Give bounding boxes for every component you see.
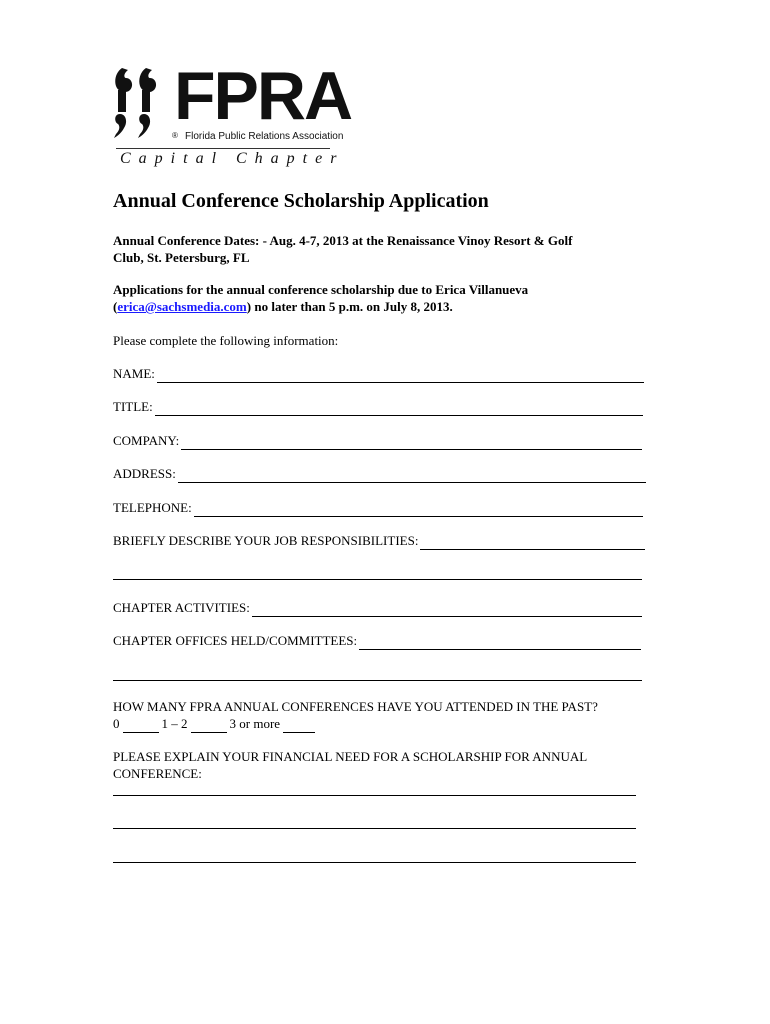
option-3-more-label: 3 or more <box>229 716 281 731</box>
chapter-activities-input-line[interactable] <box>252 604 642 617</box>
chapter-offices-extra-line[interactable] <box>113 680 642 681</box>
company-label: COMPANY: <box>113 433 180 448</box>
logo-wordmark: FPRA <box>174 58 352 134</box>
name-label: NAME: <box>113 366 155 381</box>
conference-dates-line-2: Club, St. Petersburg, FL <box>113 250 250 265</box>
option-0-label: 0 <box>113 716 120 731</box>
registered-mark: ® <box>172 131 178 140</box>
fpra-logo <box>112 58 352 172</box>
applications-due-line-2 <box>113 298 453 316</box>
company-field <box>113 432 642 450</box>
logo-divider <box>116 148 330 149</box>
conference-dates-line-1: Annual Conference Dates: - Aug. 4-7, 2013 at the Renaissance Vinoy Resort & Golf <box>113 233 573 248</box>
applications-due-line-1: Applications for the annual conference scholarship due to Erica Villanueva <box>113 282 529 297</box>
quote-marks-icon <box>112 64 172 140</box>
name-input-line[interactable] <box>157 370 644 383</box>
telephone-label: TELEPHONE: <box>113 500 192 515</box>
address-label: ADDRESS: <box>113 466 176 481</box>
address-field <box>113 465 646 483</box>
option-0-input-line[interactable] <box>123 720 159 733</box>
email-link[interactable]: erica@sachsmedia.com <box>117 299 247 314</box>
chapter-offices-input-line[interactable] <box>359 637 641 650</box>
option-1-2-input-line[interactable] <box>191 720 227 733</box>
financial-need-line-b[interactable] <box>113 828 636 829</box>
logo-chapter: Capital Chapter <box>120 150 345 167</box>
title-label: TITLE: <box>113 399 153 414</box>
job-responsibilities-field <box>113 532 645 550</box>
financial-need-line-a[interactable] <box>113 795 636 796</box>
chapter-activities-label: CHAPTER ACTIVITIES: <box>113 600 250 615</box>
chapter-offices-label: CHAPTER OFFICES HELD/COMMITTEES: <box>113 633 358 648</box>
option-3-more-input-line[interactable] <box>283 720 315 733</box>
title-input-line[interactable] <box>155 403 643 416</box>
financial-need-line-1: PLEASE EXPLAIN YOUR FINANCIAL NEED FOR A SCHOLARSHIP FOR ANNUAL <box>113 749 588 764</box>
address-input-line[interactable] <box>178 470 646 483</box>
conferences-question: HOW MANY FPRA ANNUAL CONFERENCES HAVE YOU ATTENDED IN THE PAST? <box>113 699 598 714</box>
telephone-input-line[interactable] <box>194 504 643 517</box>
job-responsibilities-input-line[interactable] <box>420 537 645 550</box>
company-input-line[interactable] <box>181 437 642 450</box>
job-responsibilities-label: BRIEFLY DESCRIBE YOUR JOB RESPONSIBILITIES: <box>113 533 419 548</box>
financial-need-line-2: CONFERENCE: <box>113 766 202 781</box>
name-field <box>113 365 644 383</box>
paren-open: ( <box>113 299 118 314</box>
financial-need-line-c[interactable] <box>113 862 636 863</box>
title-field <box>113 398 643 416</box>
chapter-offices-field <box>113 632 641 650</box>
applications-due-rest: ) no later than 5 p.m. on July 8, 2013. <box>246 299 453 314</box>
page-title: Annual Conference Scholarship Application <box>113 190 489 212</box>
logo-subtitle: Florida Public Relations Association <box>185 131 344 142</box>
job-responsibilities-extra-line[interactable] <box>113 579 642 580</box>
telephone-field <box>113 499 643 517</box>
instruction-text: Please complete the following information: <box>113 333 339 348</box>
conferences-options <box>113 715 318 733</box>
option-1-2-label: 1 – 2 <box>161 716 188 731</box>
chapter-activities-field <box>113 599 642 617</box>
